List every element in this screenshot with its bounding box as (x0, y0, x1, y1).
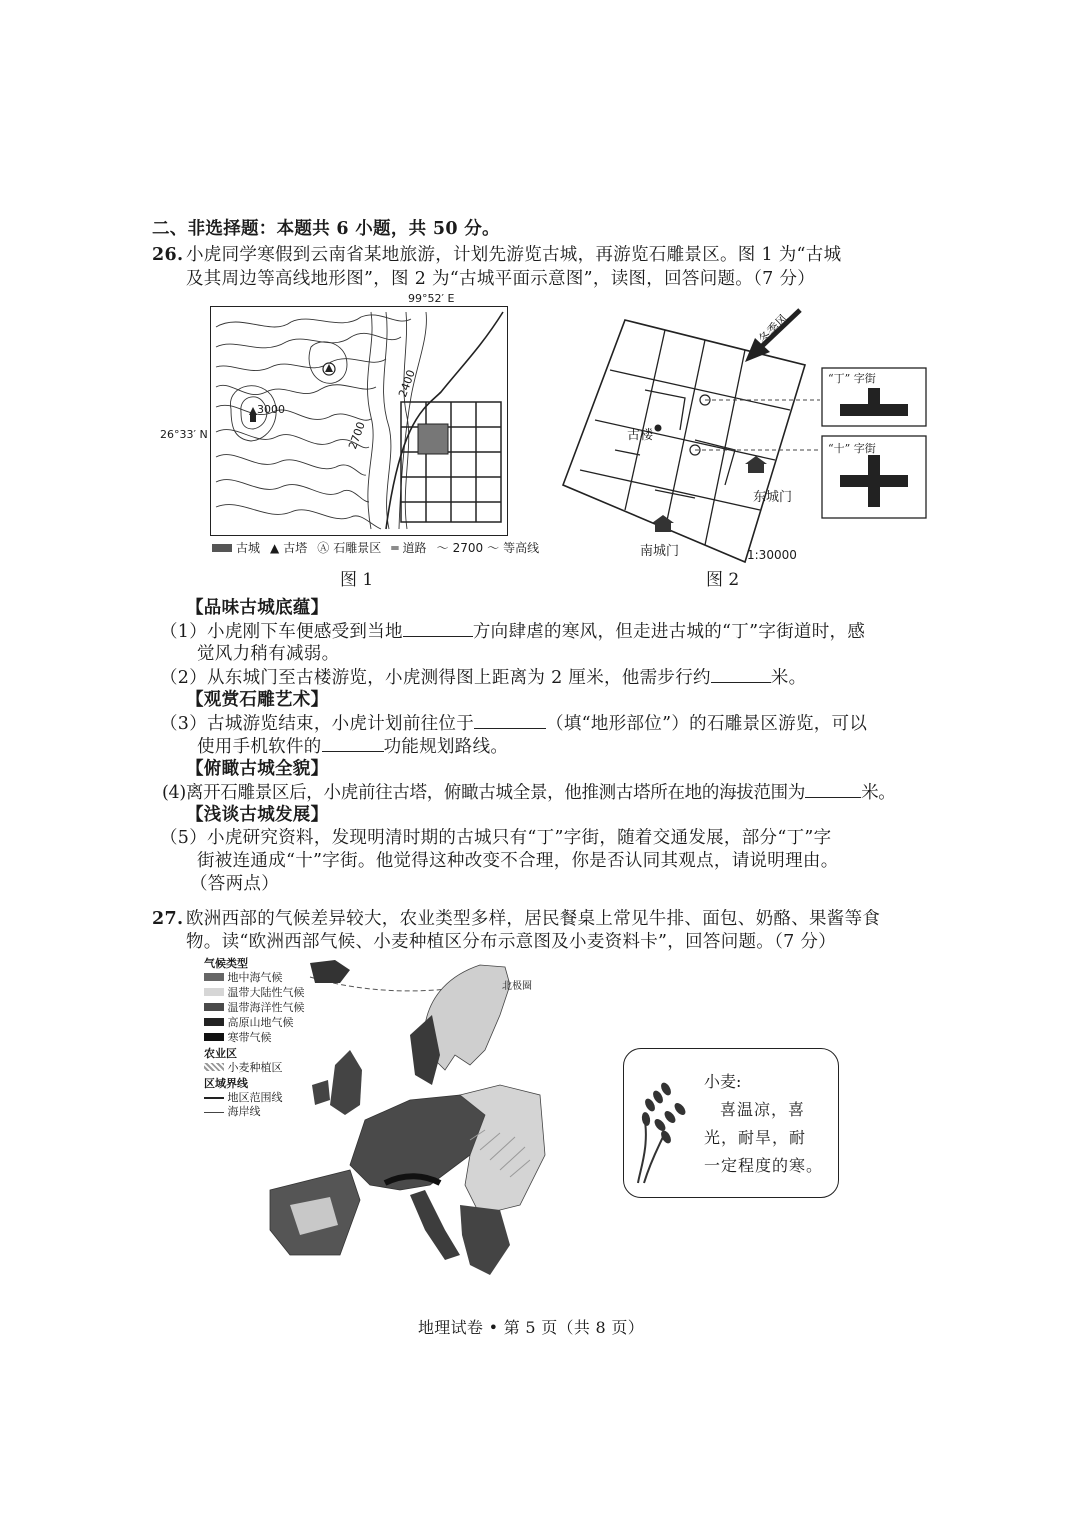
south-gate-label: 南城门 (640, 544, 680, 559)
legend-contour-value: 2700 (452, 540, 484, 555)
legend-wheat-label: 小麦种植区 (227, 1061, 283, 1074)
legend-continental (204, 984, 305, 1000)
wheat-card-line3: 一定程度的寒。 (704, 1156, 824, 1175)
q26-sub4-heading: 【浅谈古城发展】 (186, 805, 329, 825)
q26-intro-line1: 小虎同学寒假到云南省某地旅游，计划先游览古城，再游览石雕景区。图 1 为“古城 (186, 245, 842, 265)
fig2-caption: 图 2 (706, 570, 740, 590)
fig1-latitude-label: 26°33′ N (160, 428, 208, 441)
q26-p4-text-b: 米。 (861, 783, 896, 803)
legend-continental-label: 温带大陆性气候 (227, 986, 305, 999)
fig1-longitude-label: 99°52′ E (408, 292, 455, 305)
q26-p2-text-b: 米。 (770, 668, 807, 688)
q26-p2 (160, 666, 806, 689)
shi-street-label: “十” 字街 (828, 442, 876, 455)
contour-icon: ～ (436, 541, 449, 555)
q26-p3-text-c: 使用手机软件的 (197, 737, 322, 757)
fig2-town-plan (555, 300, 935, 570)
fig1-caption: 图 1 (340, 570, 374, 590)
wheat-card-title: 小麦: (704, 1072, 742, 1091)
q26-p4 (162, 781, 896, 804)
q26-p3-text-a: （3）古城游览结束，小虎计划前往位于 (160, 714, 475, 734)
wheat-swatch (204, 1063, 224, 1071)
europe-climate-map (200, 955, 560, 1295)
q26-p3-line2 (197, 735, 508, 758)
q26-p2-text-a: （2）从东城门至古楼游览，小虎测得图上距离为 2 厘米，他需步行约 (160, 668, 711, 688)
pagoda-icon: ▲ (270, 540, 280, 555)
q27-intro-line1: 欧洲西部的气候差异较大，农业类型多样，居民餐桌上常见牛排、面包、奶酪、果酱等食 (186, 909, 881, 929)
legend-mediterranean (204, 969, 283, 985)
legend-region-boundary-label: 地区范围线 (227, 1091, 283, 1104)
highland-swatch (204, 1018, 224, 1026)
oceanic-swatch (204, 1003, 224, 1011)
legend-stone-carving: 石雕景区 (333, 541, 382, 555)
legend-polar-label: 寒带气候 (227, 1031, 272, 1044)
q26-p1-line2: 觉风力稍有减弱。 (197, 644, 340, 664)
q26-p3-text-d: 功能规划路线。 (383, 737, 509, 757)
q26-p3-text-b: （填“地形部位”）的石雕景区游览，可以 (546, 714, 868, 734)
fig1-legend (212, 539, 539, 556)
road-icon: ═ (391, 540, 399, 555)
legend-road: 道路 (402, 541, 427, 555)
q26-p1-text-b: 方向肆虐的寒风，但走进古城的“丁”字街道时，感 (472, 622, 866, 642)
gulou-label: 古楼 (627, 428, 654, 443)
wheat-card-line1: 喜温凉，喜 (720, 1100, 806, 1119)
q26-p4-answer-blank[interactable] (805, 781, 861, 798)
page-footer: 地理试卷 • 第 5 页（共 8 页） (418, 1318, 645, 1337)
legend-highland (204, 1014, 294, 1030)
agri-legend-title: 农业区 (204, 1047, 237, 1060)
legend-oceanic (204, 999, 305, 1015)
legend-coastline (204, 1103, 261, 1119)
legend-wheat (204, 1059, 283, 1075)
arctic-circle-label: 北极圈 (502, 981, 532, 992)
q26-p3-answer-blank-1[interactable] (474, 712, 546, 729)
winter-wind-label: 冬季风 (755, 311, 792, 347)
legend-polar (204, 1029, 272, 1045)
region-boundary-swatch (204, 1097, 224, 1099)
q26-sub2-heading: 【观赏石雕艺术】 (186, 690, 329, 710)
scale-label: 1:30000 (747, 548, 797, 562)
wheat-info-card (623, 1048, 839, 1198)
legend-coastline-label: 海岸线 (227, 1105, 261, 1118)
continental-swatch (204, 988, 224, 996)
q26-sub3-heading: 【俯瞰古城全貌】 (186, 759, 329, 779)
q27-intro-line2: 物。读“欧洲西部气候、小麦种植区分布示意图及小麦资料卡”，回答问题。（7 分） (186, 932, 837, 952)
contour-label-3000: 3000 (257, 403, 285, 416)
legend-highland-label: 高原山地气候 (227, 1016, 294, 1029)
legend-pagoda: 古塔 (283, 541, 308, 555)
old-town-swatch (212, 544, 232, 552)
contour-label-2700: 2700 (346, 420, 368, 451)
wheat-card-line2: 光，耐旱，耐 (704, 1128, 807, 1147)
boundary-legend-title: 区域界线 (204, 1077, 248, 1090)
q26-p5-line2: 街被连通成“十”字街。他觉得这种改变不合理，你是否认同其观点，请说明理由。 (197, 851, 839, 871)
q26-p1-text-a: （1）小虎刚下车便感受到当地 (160, 622, 403, 642)
coastline-swatch (204, 1112, 224, 1113)
q26-p3-line1 (160, 712, 867, 735)
q26-p4-text-a: (4)离开石雕景区后，小虎前往古塔，俯瞰古城全景，他推测古塔所在地的海拔范围为 (162, 783, 806, 803)
legend-mediterranean-label: 地中海气候 (227, 971, 283, 984)
q27-number: 27. (152, 909, 184, 929)
q26-number: 26. (152, 245, 184, 265)
q26-p5-line3: （答两点） (190, 874, 279, 894)
q26-p1-answer-blank[interactable] (403, 620, 473, 637)
q26-p2-answer-blank[interactable] (711, 666, 771, 683)
polar-swatch (204, 1033, 224, 1041)
q26-intro-line2: 及其周边等高线地形图”，图 2 为“古城平面示意图”，读图，回答问题。（7 分） (186, 269, 816, 289)
q26-p3-answer-blank-2[interactable] (322, 735, 384, 752)
wheat-icon (630, 1075, 696, 1185)
section-heading: 二、非选择题：本题共 6 小题，共 50 分。 (152, 219, 500, 239)
q26-p5-line1: （5）小虎研究资料，发现明清时期的古城只有“丁”字街，随着交通发展，部分“丁”字 (160, 828, 832, 848)
climate-legend-title: 气候类型 (204, 957, 248, 970)
q26-sub1-heading: 【品味古城底蕴】 (186, 598, 329, 618)
fig2-plan-svg (555, 300, 935, 570)
contour-icon-end: ～ (487, 541, 500, 555)
legend-old-town: 古城 (236, 541, 261, 555)
legend-oceanic-label: 温带海洋性气候 (227, 1001, 305, 1014)
fig1-contour-map (210, 306, 508, 536)
stone-carving-icon: Ⓐ (317, 541, 330, 555)
east-gate-label: 东城门 (753, 490, 793, 505)
q26-p1-line1 (160, 620, 865, 643)
legend-contour: 等高线 (503, 541, 540, 555)
ding-street-label: “丁” 字街 (828, 372, 876, 385)
contour-label-2400: 2400 (396, 368, 418, 399)
mediterranean-swatch (204, 973, 224, 981)
